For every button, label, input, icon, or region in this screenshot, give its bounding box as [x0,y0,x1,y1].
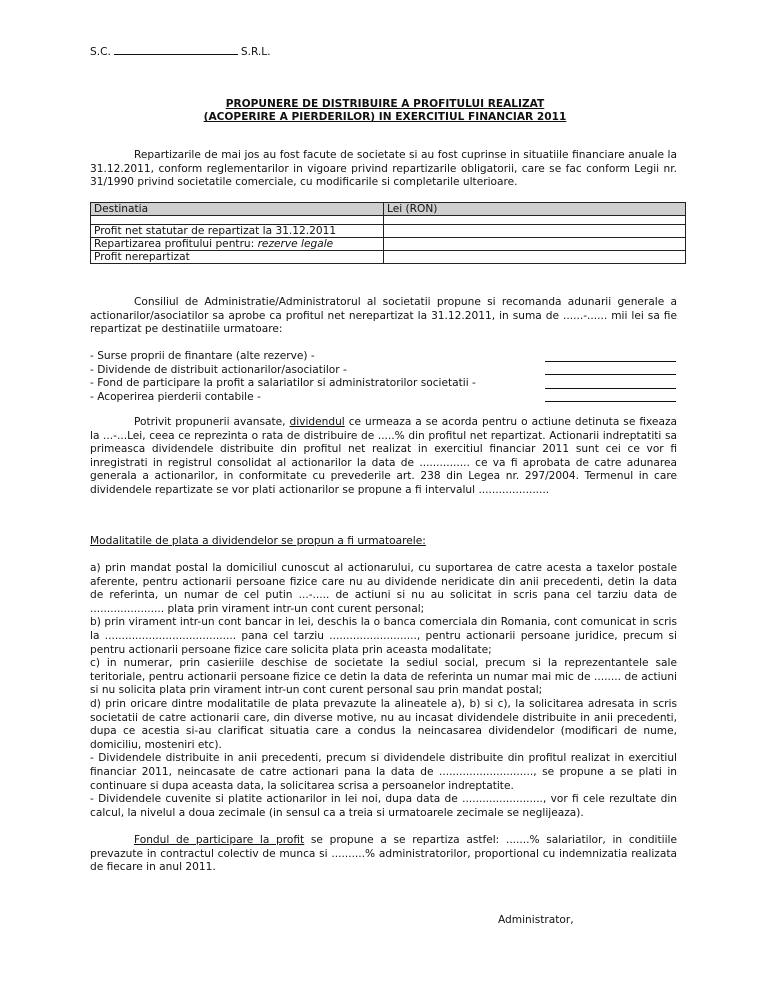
company-line [90,44,271,58]
table-row [91,238,686,251]
row-repartizare-italic: rezerve legale [257,238,334,250]
value-cell[interactable] [384,238,686,251]
intro-text: Repartizarile de mai jos au fost facute de societate si au fost cuprinse in situatiile financiare anuale la 31.12.2011, conform reglementarilor in vigoare privind repartizarile obligatorii, care se fac conform Legii nr. 31/1990 privind societatile comerciale, cu modificarile si completarile ulterioare. [90,149,677,189]
methods-heading: Modalitatile de plata a dividendelor se propun a fi urmatoarele: [90,535,426,547]
col-lei: Lei (RON) [384,203,686,216]
list-item-label: - Dividende de distribuit actionarilor/asociatilor - [90,363,347,376]
title-line-2: (ACOPERIRE A PIERDERILOR) IN EXERCITIUL FINANCIAR 2011 [203,111,567,123]
blank-line[interactable] [545,388,676,389]
fund-text-after: se propune a se repartiza astfel: .......% salariatilor, in conditiile prevazute in contractul colectiv de munca si ..........% administratorilor, proportional cu indemnizatia realizata de fiecare in anul 2011. [90,834,678,874]
list-item [90,350,680,364]
value-cell[interactable] [384,251,686,264]
blank-line[interactable] [545,374,676,375]
col-destinatia: Destinatia [91,203,384,216]
company-name-blank[interactable] [114,44,238,55]
council-text: Consiliul de Administratie/Administratorul al societatii propune si recomanda adunarii generale a actionarilor/asociatilor sa aprobe ca profitul net nerepartizat la 31.12.2011, in suma de ......-...... mii lei sa fie repartizat pe destinatiile urmatoare: [90,296,677,336]
list-item [90,364,680,378]
blank-line[interactable] [545,401,676,402]
row-repartizare [91,238,384,251]
blank-line[interactable] [545,361,676,362]
dividend-text-before: Potrivit propunerii avansate, [134,416,290,428]
row-profit-net: Profit net statutar de repartizat la 31.12.2011 [91,225,384,238]
list-item-label: - Surse proprii de finantare (alte rezerve) - [90,350,315,362]
destination-list [90,350,680,404]
council-paragraph [90,296,677,337]
fund-paragraph [90,834,677,875]
list-item [90,391,680,405]
list-item-label: - Fond de participare la profit a salariatilor si administratorilor societatii - [90,377,476,390]
list-item [90,377,680,391]
table-header-row [91,203,686,216]
list-item-label: - Acoperirea pierderii contabile - [90,390,261,403]
company-prefix: S.C. [90,46,111,58]
company-suffix: S.R.L. [240,46,271,58]
fund-keyword: Fondul de participare la profit [134,834,305,846]
row-repartizare-label: Repartizarea profitului pentru: [94,238,258,250]
table-spacer-row [91,216,686,225]
row-profit-nerepartizat: Profit nerepartizat [91,251,384,264]
table-row [91,251,686,264]
dividend-keyword: dividendul [289,416,345,428]
destination-table [90,202,686,264]
intro-paragraph [90,149,677,190]
title-line-1: PROPUNERE DE DISTRIBUIRE A PROFITULUI REALIZAT [225,98,545,110]
dividend-paragraph [90,416,677,498]
dividend-text-after: ce urmeaza a se acorda pentru o actiune detinuta se fixeaza la ...-...Lei, ceea ce reprezinta o rata de distribuire de .....% din profitul net repartizat. Actionarii indreptatiti sa primeasca dividendele distribuite din profitul net realizat in exercitiul financiar 2011 sunt cei ce vor fi inregistrati in registrul consolidat al actionarilor la data de ............... ce va fi aprobata de catre adunarea generala a actionarilor, in conformitate cu prevederile art. 238 din Legea nr. 297/2004. Termenul in care dividendele repartizate se vor plati actionarilor se propune a fi intervalul ..................... [90,416,677,496]
methods-paragraph: a) prin mandat postal la domiciliul cunoscut al actionarului, cu suportarea de catre acesta a taxelor postale aferente, pentru actionarii persoane fizice care nu au dividende neridicate din anii precedenti, detin la data de referinta, un numar de cel putin ...-..... de actiuni si nu au solicitat in scris pana cel tarziu data de ...................... plata prin virament intr-un cont curent personal; b) prin virament intr-un cont bancar in lei, deschis la o banca comerciala din Romania, cont comunicat in scris la ....................................... pana cel tarziu .........................., pentru actionarii persoane juridice, precum si pentru actionarii persoane fizice care solicita plata prin aceasta modalitate; c) in numerar, prin casieriile deschise de societate la sediul social, precum si la reprezentantele sale teritoriale, pentru actionarii persoane fizice ce detin la data de referinta un numar mai mic de ........ de actiuni si nu solicita plata prin virament intr-un cont curent personal sau prin mandat postal; d) prin oricare dintre modalitatile de plata prevazute la alineatele a), b) si c), la solicitarea adresata in scris societatii de catre actionarii care, din diverse motive, nu au incasat dividendele distribuite in anii precedenti, dupa ce acestia si-au clarificat situatia care a condus la neincasarea dividendelor (modificari de nume, domiciliu, mosteniri etc). - Dividendele distribuite in anii precedenti, precum si dividendele distribuite din profitul realizat in exercitiul financiar 2011, neincasate de catre actionari pana la data de ............................, se propune a se plati in continuare si dupa aceasta data, la solicitarea scrisa a persoanelor indreptatite. - Dividendele cuvenite si platite actionarilor in lei noi, dupa data de ........................, vor fi cele rezultate din calcul, la nivelul a doua zecimale (in sensul ca a treia si urmatoarele zecimale se neglijeaza). [90,562,677,819]
signature-label: Administrator, [498,914,574,926]
value-cell[interactable] [384,225,686,238]
table-row [91,225,686,238]
